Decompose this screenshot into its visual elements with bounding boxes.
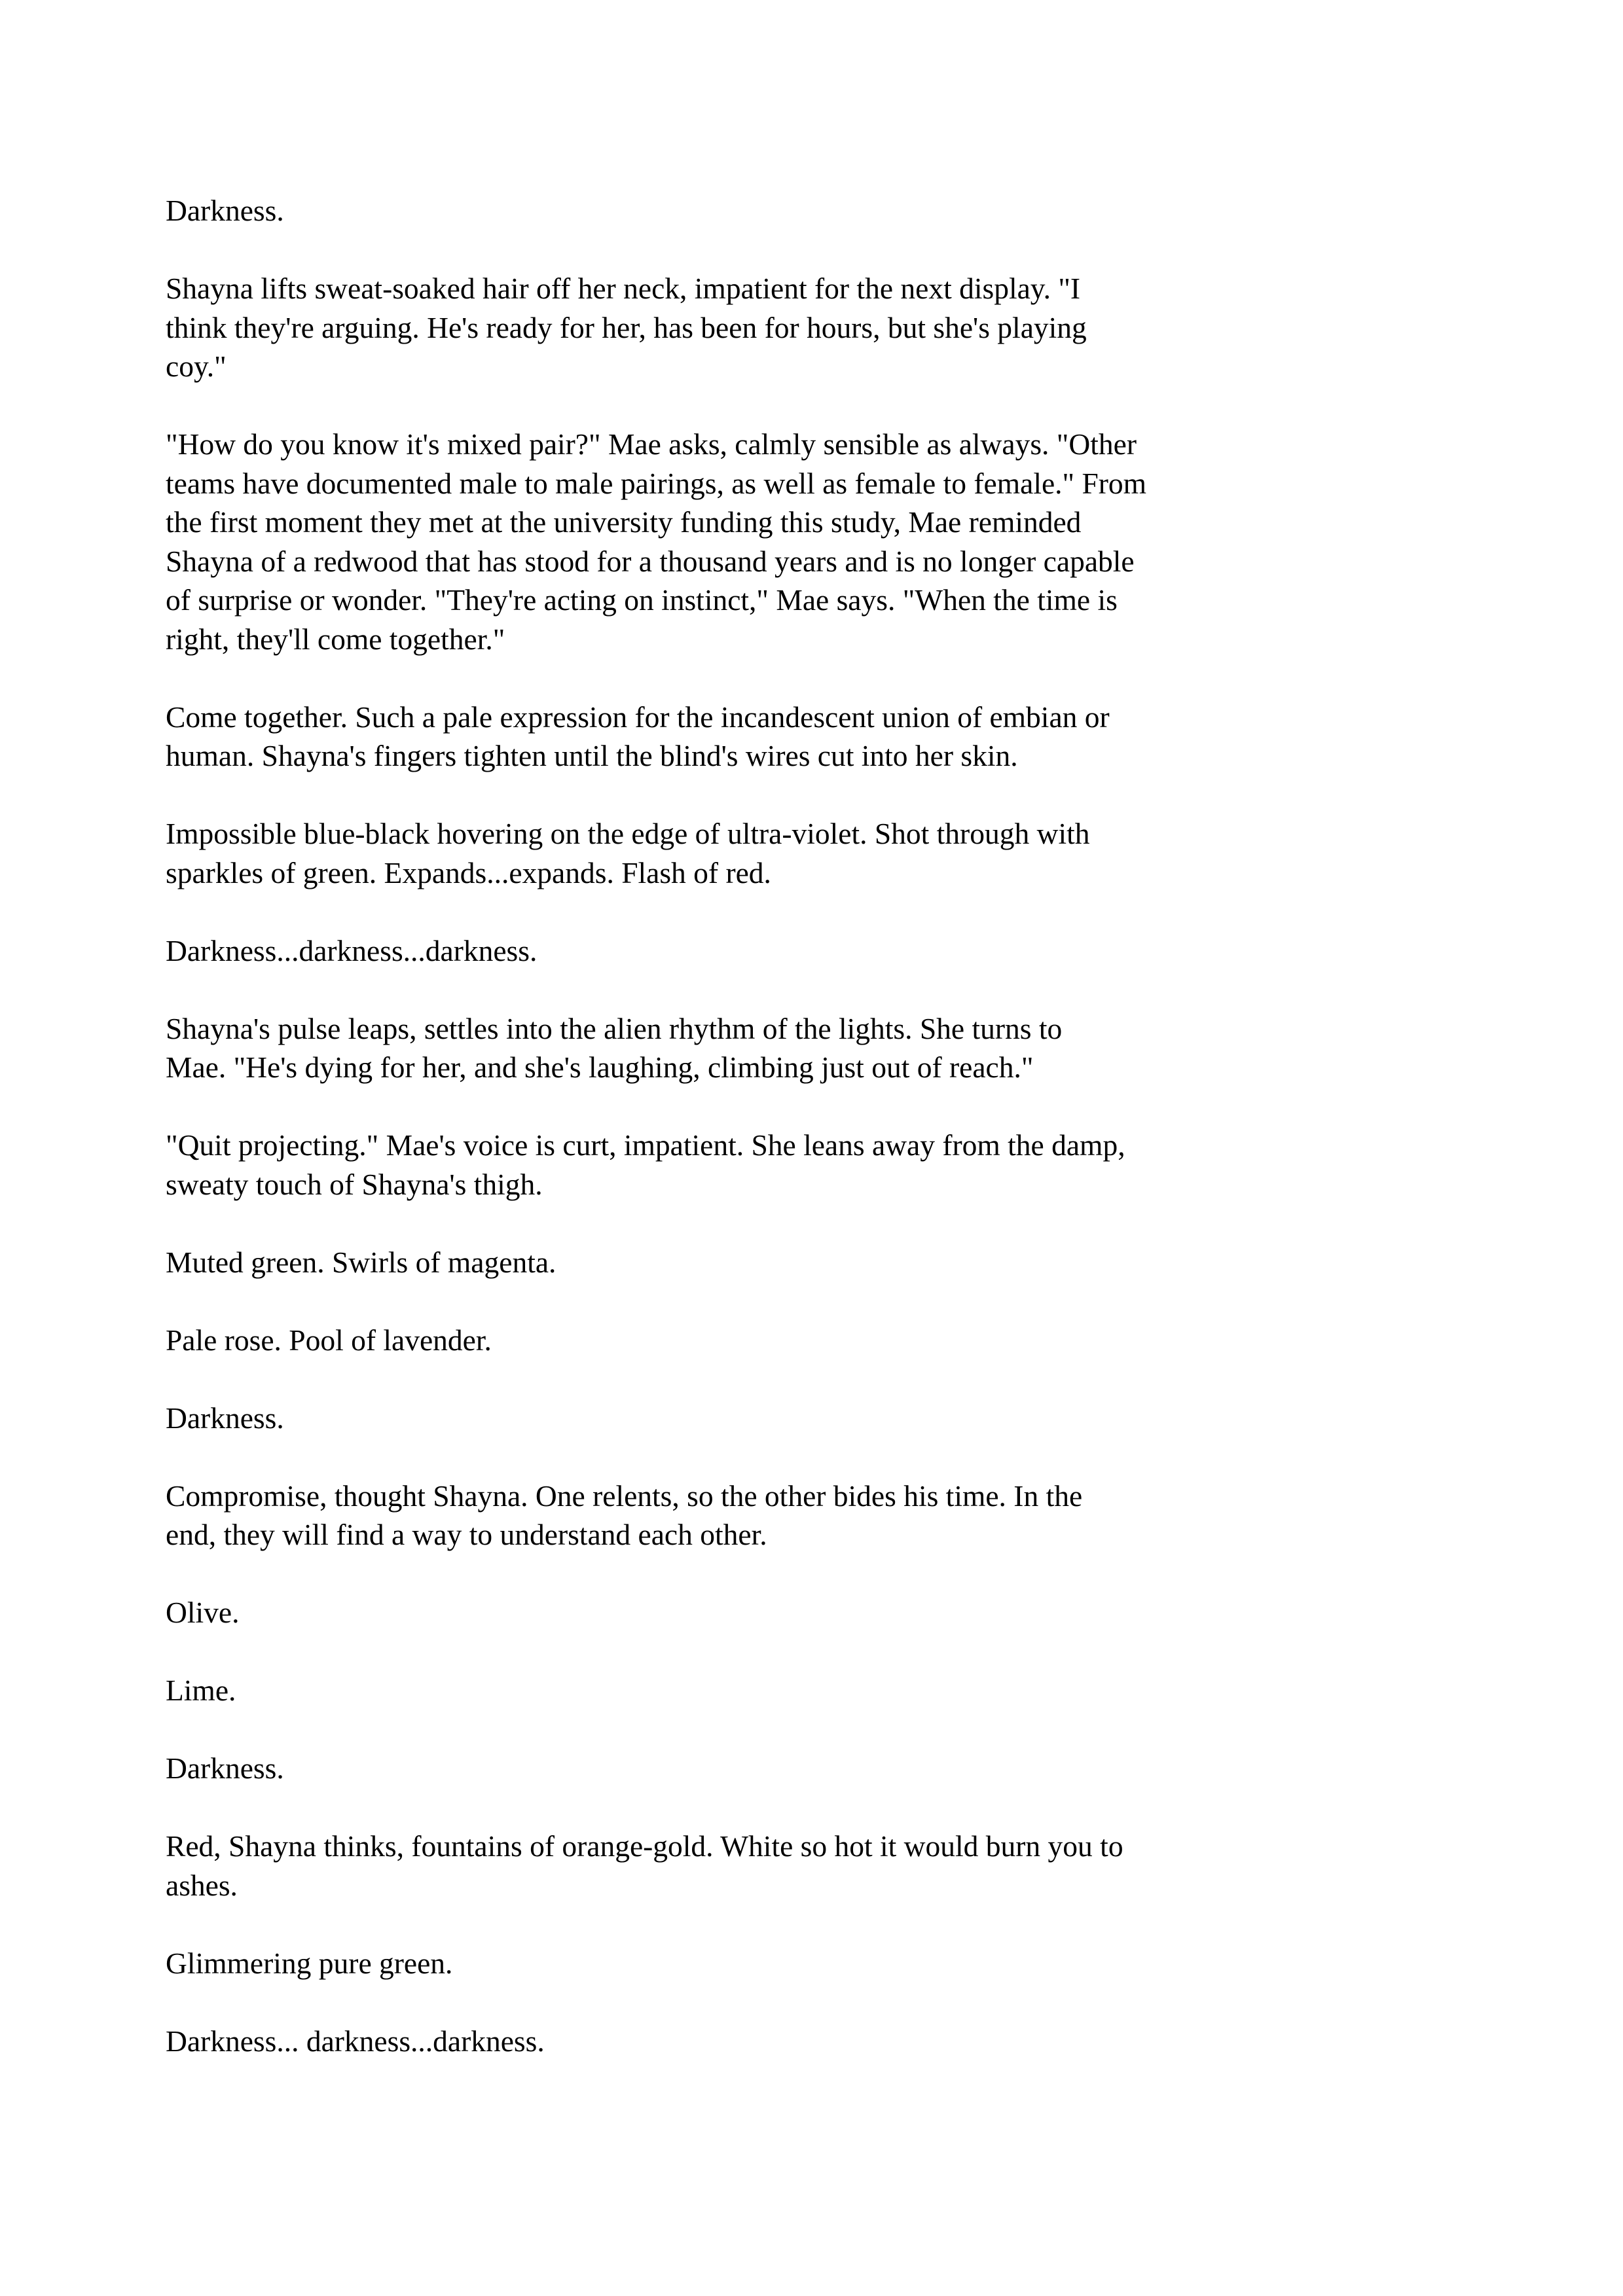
body-text xyxy=(166,191,1187,2100)
paragraph: Olive. xyxy=(166,1596,240,1629)
paragraph: Come together. Such a pale expression for the incandescent union of embian or human. Shayna's fingers tighten until the blind's wires cut into her skin. xyxy=(166,700,1110,772)
paragraph: Glimmering pure green. xyxy=(166,1946,453,1980)
paragraph: Lime. xyxy=(166,1674,236,1707)
paragraph: "How do you know it's mixed pair?" Mae asks, calmly sensible as always. "Other teams have documented male to male pairings, as well as female to female." From the first moment they met at the university funding this study, Mae reminded Shayna of a redwood that has stood for a thousand years and is no longer capable of surprise or wonder. "They're acting on instinct," Mae says. "When the time is right, they'll come together." xyxy=(166,427,1147,656)
paragraph: Darkness. xyxy=(166,1751,284,1785)
paragraph: Muted green. Swirls of magenta. xyxy=(166,1245,556,1279)
paragraph: Impossible blue-black hovering on the edge of ultra-violet. Shot through with sparkles of green. Expands...expands. Flash of red. xyxy=(166,817,1090,889)
paragraph: Pale rose. Pool of lavender. xyxy=(166,1323,492,1357)
paragraph: Shayna's pulse leaps, settles into the alien rhythm of the lights. She turns to Mae. "He's dying for her, and she's laughing, climbing just out of reach." xyxy=(166,1011,1063,1084)
paragraph: "Quit projecting." Mae's voice is curt, impatient. She leans away from the damp, sweaty touch of Shayna's thigh. xyxy=(166,1128,1125,1201)
paragraph: Red, Shayna thinks, fountains of orange-gold. White so hot it would burn you to ashes. xyxy=(166,1829,1123,1902)
paragraph: Darkness... darkness...darkness. xyxy=(166,2024,545,2058)
paragraph: Compromise, thought Shayna. One relents, so the other bides his time. In the end, they will find a way to understand each other. xyxy=(166,1479,1083,1551)
paragraph: Shayna lifts sweat-soaked hair off her neck, impatient for the next display. "I think they're arguing. He's ready for her, has been for hours, but she's playing coy." xyxy=(166,272,1087,383)
paragraph: Darkness. xyxy=(166,1401,284,1435)
paragraph: Darkness...darkness...darkness. xyxy=(166,933,538,967)
paragraph: Darkness. xyxy=(166,194,284,227)
